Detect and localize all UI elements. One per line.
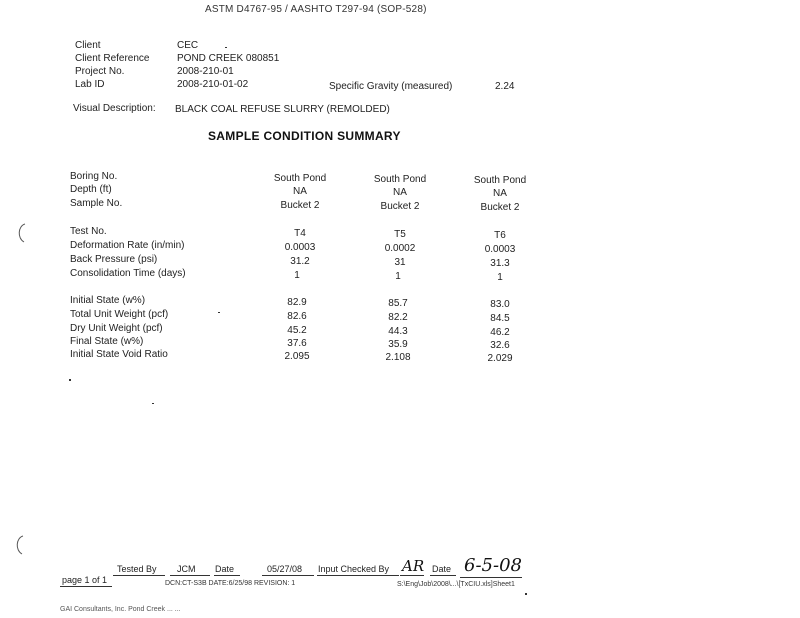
row-label: Sample No.: [70, 198, 123, 209]
binder-hole-mark: [14, 222, 28, 244]
table-cell: 31.3: [490, 258, 510, 269]
file-path: S:\Eng\Job\2008\...\[TxCIU.xls]Sheet1: [397, 581, 515, 588]
row-label: Initial State (w%): [70, 295, 146, 306]
lab-id-label: Lab ID: [75, 79, 105, 90]
table-cell: 0.0003: [284, 242, 316, 253]
tested-by-label: Tested By: [117, 564, 157, 574]
visual-description-label: Visual Description:: [73, 103, 156, 114]
table-cell: T4: [294, 228, 306, 239]
row-label: Consolidation Time (days): [70, 268, 186, 279]
table-cell: 37.6: [287, 338, 307, 349]
specific-gravity-value: 2.24: [495, 81, 515, 92]
table-cell: South Pond: [473, 175, 527, 186]
tested-date-label: Date: [215, 564, 235, 574]
row-label: Back Pressure (psi): [70, 254, 158, 265]
table-cell: 85.7: [388, 298, 408, 309]
table-cell: 1: [497, 272, 503, 283]
table-cell: 2.095: [284, 351, 310, 362]
binder-hole-mark: [12, 534, 26, 556]
table-cell: 45.2: [287, 325, 307, 336]
client-reference-value: POND CREEK 080851: [177, 53, 280, 64]
page-number: page 1 of 1: [62, 575, 108, 585]
table-cell: 0.0003: [484, 244, 516, 255]
row-label: Boring No.: [70, 171, 118, 182]
project-no-label: Project No.: [75, 66, 125, 77]
checked-by-label: Input Checked By: [318, 564, 390, 574]
table-cell: 46.2: [490, 327, 510, 338]
row-label: Test No.: [70, 226, 107, 237]
table-cell: T6: [494, 230, 506, 241]
scan-speck: [525, 593, 527, 595]
table-cell: Bucket 2: [380, 201, 420, 212]
client-reference-label: Client Reference: [75, 53, 150, 64]
table-cell: NA: [393, 187, 407, 198]
form-id: DCN:CT-S3B DATE:6/25/98 REVISION: 1: [165, 580, 296, 587]
table-cell: 83.0: [490, 299, 510, 310]
project-no-value: 2008-210-01: [177, 66, 234, 77]
row-label: Deformation Rate (in/min): [70, 240, 185, 251]
scan-speck: [225, 47, 227, 48]
bottom-line: GAI Consultants, Inc. Pond Creek ... ...: [60, 606, 181, 613]
lab-id-value: 2008-210-01-02: [177, 79, 249, 90]
table-cell: T5: [394, 229, 406, 240]
scan-speck: [69, 379, 71, 381]
scan-speck: [152, 403, 154, 404]
row-label: Depth (ft): [70, 184, 112, 195]
tested-by-value: JCM: [177, 564, 196, 574]
page-title: SAMPLE CONDITION SUMMARY: [208, 129, 401, 143]
table-cell: 31.2: [290, 256, 310, 267]
table-cell: 31: [394, 257, 406, 268]
table-cell: 1: [294, 270, 300, 281]
checked-date-value: 6-5-08: [464, 555, 522, 576]
row-label: Dry Unit Weight (pcf): [70, 323, 163, 334]
table-cell: 82.2: [388, 312, 408, 323]
table-cell: 82.6: [287, 311, 307, 322]
table-cell: 44.3: [388, 326, 408, 337]
checked-by-value: AR: [402, 557, 425, 575]
scan-speck: [218, 312, 220, 313]
row-label: Total Unit Weight (pcf): [70, 309, 169, 320]
table-cell: NA: [293, 186, 307, 197]
client-label: Client: [75, 40, 101, 51]
table-cell: 32.6: [490, 340, 510, 351]
table-cell: 2.029: [487, 353, 513, 364]
table-cell: South Pond: [373, 174, 427, 185]
row-label: Initial State Void Ratio: [70, 349, 168, 360]
table-cell: Bucket 2: [480, 202, 520, 213]
specific-gravity-label: Specific Gravity (measured): [329, 81, 453, 92]
table-cell: 1: [395, 271, 401, 282]
tested-date-value: 05/27/08: [267, 564, 303, 574]
table-cell: 2.108: [385, 352, 411, 363]
table-cell: 35.9: [388, 339, 408, 350]
checked-date-label: Date: [432, 564, 452, 574]
table-cell: NA: [493, 188, 507, 199]
visual-description-value: BLACK COAL REFUSE SLURRY (REMOLDED): [175, 104, 390, 115]
table-cell: 82.9: [287, 297, 307, 308]
row-label: Final State (w%): [70, 336, 144, 347]
table-cell: Bucket 2: [280, 200, 320, 211]
standard-reference: ASTM D4767-95 / AASHTO T297-94 (SOP-528): [205, 4, 427, 15]
table-cell: 0.0002: [384, 243, 416, 254]
table-cell: 84.5: [490, 313, 510, 324]
table-cell: South Pond: [273, 173, 327, 184]
client-value: CEC: [177, 40, 199, 51]
